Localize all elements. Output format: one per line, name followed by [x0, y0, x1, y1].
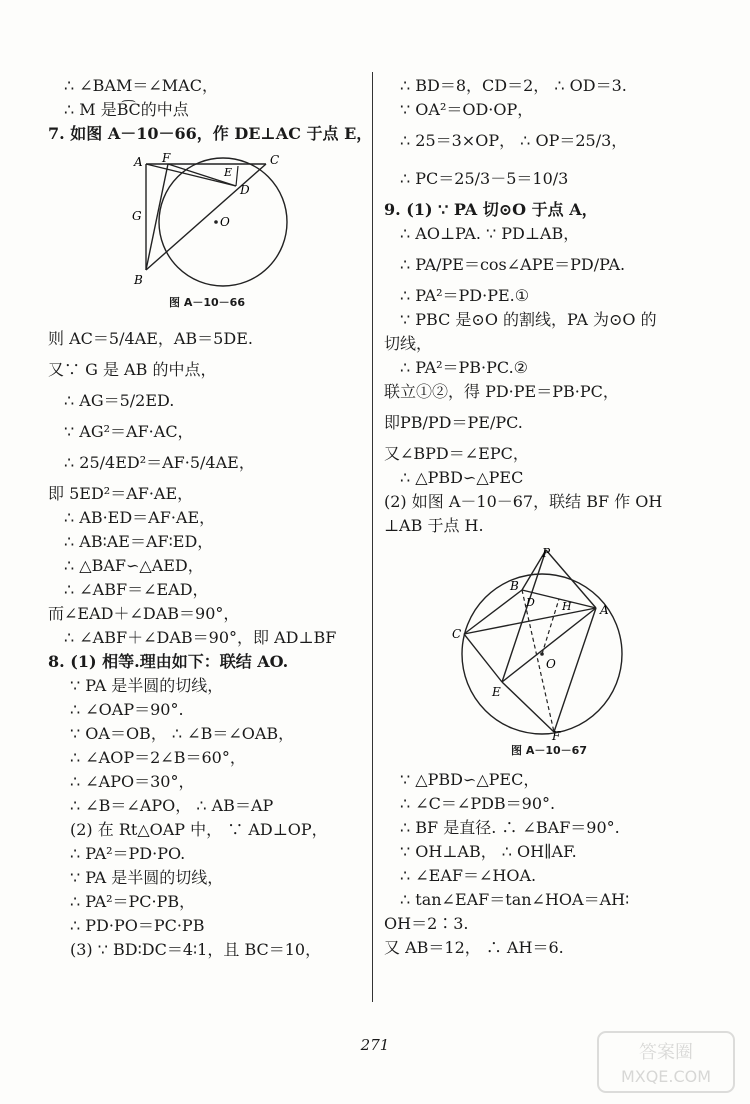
label-p: P [542, 545, 551, 560]
label-e: E [224, 166, 233, 179]
label-f: F [552, 729, 561, 740]
svg-text:MXQE.COM: MXQE.COM [620, 1067, 712, 1086]
text-line: ∴ AB∶AE＝AF∶ED， [64, 532, 214, 551]
label-h: H [562, 600, 572, 613]
text-line: ∴ ∠ABF＝∠EAD， [64, 580, 209, 599]
text-line: ∴ AG＝5/2ED. [64, 391, 175, 410]
text-line: 联立①②，得 PD·PE＝PB·PC， [384, 382, 619, 401]
text-line: ∴ PA²＝PB·PC.② [400, 358, 529, 377]
watermark-logo [596, 1030, 736, 1094]
text-line: ∴ ∠C＝∠PDB＝90°. [400, 794, 556, 813]
text-line: ⊥AB 于点 H. [384, 516, 484, 535]
text-line: ∴ PA²＝PC·PB， [70, 892, 196, 911]
text-line: ∵ AG²＝AF·AC， [64, 422, 194, 441]
label-f: F [162, 152, 171, 165]
label-b: B [134, 273, 143, 287]
problem-7-heading: 7. 如图 A－10－66，作 DE⊥AC 于点 E， [48, 124, 373, 143]
text-line: ∴ PA²＝PD·PE.① [400, 286, 530, 305]
text-line: ∴ ∠EAF＝∠HOA. [400, 866, 537, 885]
left-column [48, 74, 373, 962]
text-line: ∴ M 是B͡C的中点 [64, 100, 189, 119]
text-line: ∴ ∠BAM＝∠MAC， [64, 76, 218, 95]
right-column [384, 74, 714, 960]
text-line: 又∵ G 是 AB 的中点， [48, 360, 217, 379]
label-c: C [452, 627, 462, 641]
problem-9-heading: 9. (1) ∵ PA 切⊙O 于点 A， [384, 200, 598, 219]
text-line: ∴ BD＝8，CD＝2， ∴ OD＝3. [400, 76, 627, 95]
text-line: ∴ ∠AOP＝2∠B＝60°， [70, 748, 246, 767]
text-line: ∵ PBC 是⊙O 的割线，PA 为⊙O 的 [400, 310, 657, 329]
label-c: C [270, 153, 280, 167]
text-line: (2) 在 Rt△OAP 中， ∵ AD⊥OP， [70, 820, 328, 839]
text-line: ∴ △BAF∽△AED， [64, 556, 204, 575]
text-line: ∴ tan∠EAF＝tan∠HOA＝AH∶ [400, 890, 630, 909]
label-o: O [546, 657, 556, 671]
label-d: D [526, 596, 535, 609]
text-line: ∴ 25＝3×OP， ∴ OP＝25/3， [400, 131, 628, 150]
text-line: ∴ BF 是直径. ∴ ∠BAF＝90°. [400, 818, 620, 837]
text-line: ∴ PD·PO＝PC·PB [70, 916, 205, 935]
text-line: OH＝2∶3. [384, 914, 469, 933]
text-line: 而∠EAD＋∠DAB＝90°， [48, 604, 240, 623]
label-b: B [510, 579, 519, 593]
text-line: 即 5ED²＝AF·AE， [48, 484, 194, 503]
geometry-figure [384, 544, 714, 740]
text-line: ∴ PA/PE＝cos∠APE＝PD/PA. [400, 255, 626, 274]
label-d: D [240, 183, 250, 197]
label-a: A [600, 603, 609, 617]
label-o: O [220, 215, 230, 229]
text-line: ∴ ∠APO＝30°， [70, 772, 195, 791]
text-line: ∴ ∠ABF＋∠DAB＝90°，即 AD⊥BF [64, 628, 337, 647]
text-line: ∵ PA 是半圆的切线， [70, 868, 224, 887]
label-a: A [134, 155, 143, 169]
text-line: (2) 如图 A－10－67，联结 BF 作 OH [384, 492, 663, 511]
text-line: 又 AB＝12， ∴ AH＝6. [384, 938, 564, 957]
figure-a-10-66 [48, 152, 366, 292]
text-line: ∵ OA＝OB， ∴ ∠B＝∠OAB， [70, 724, 295, 743]
problem-8-heading: 8. (1) 相等.理由如下：联结 AO. [48, 652, 289, 671]
text-line: 又∠BPD＝∠EPC， [384, 444, 529, 463]
text-line: ∴ ∠OAP＝90°. [70, 700, 184, 719]
label-g: G [132, 209, 142, 223]
text-line: ∴ ∠B＝∠APO， ∴ AB＝AP [70, 796, 274, 815]
text-line: ∵ OH⊥AB， ∴ OH∥AF. [400, 842, 577, 861]
text-line: (3) ∵ BD∶DC＝4∶1，且 BC＝10， [70, 940, 322, 959]
text-line: 则 AC＝5/4AE，AB＝5DE. [48, 329, 253, 348]
text-line: ∴ PC＝25/3－5＝10/3 [400, 169, 569, 188]
column-divider [372, 72, 373, 1002]
text-line: ∴ AB·ED＝AF·AE， [64, 508, 216, 527]
text-line: 切线， [384, 334, 433, 353]
page-number: 271 [360, 1036, 390, 1054]
geometry-figure [48, 152, 366, 292]
svg-text:答案圈: 答案圈 [639, 1042, 693, 1063]
text-line: ∵ PA 是半圆的切线， [70, 676, 224, 695]
label-e: E [492, 685, 501, 699]
figure-caption: 图 A－10－66 [169, 296, 245, 309]
text-line: ∵ △PBD∽△PEC， [400, 770, 540, 789]
text-line: ∵ OA²＝OD·OP， [400, 100, 534, 119]
text-line: ∴ AO⊥PA. ∵ PD⊥AB， [400, 224, 580, 243]
figure-caption: 图 A－10－67 [511, 744, 587, 757]
text-line: 即PB/PD＝PE/PC. [384, 413, 523, 432]
figure-a-10-67 [384, 544, 714, 740]
text-line: ∴ 25/4ED²＝AF·5/4AE， [64, 453, 255, 472]
text-line: ∴ △PBD∽△PEC [400, 468, 524, 487]
text-line: ∴ PA²＝PD·PO. [70, 844, 186, 863]
